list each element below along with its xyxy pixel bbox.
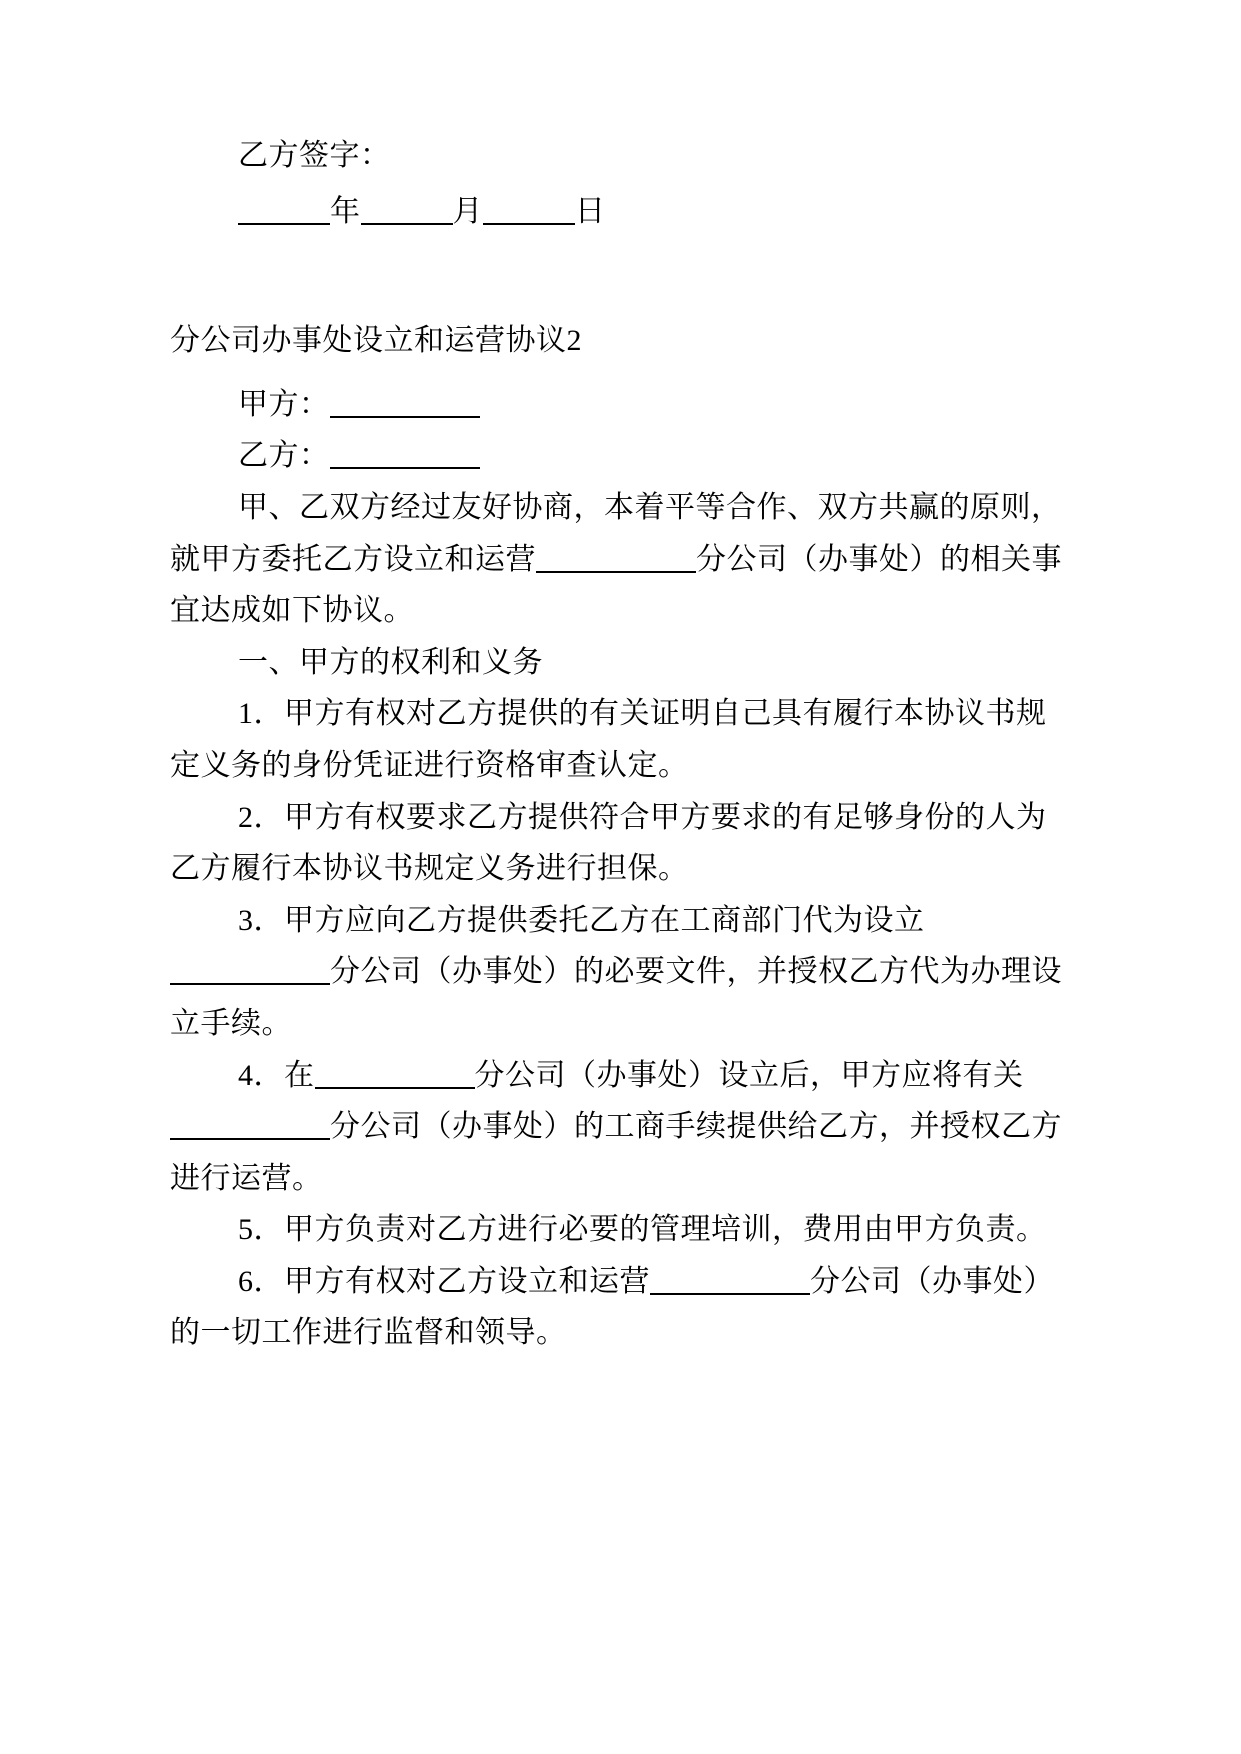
clause-6-line-1-suffix: 分公司（办事 xyxy=(810,1264,993,1298)
signature-date-line xyxy=(170,186,1071,238)
clause-6-number: 6． xyxy=(238,1264,284,1298)
clause-4-line-2-suffix: 分公司（办事处）的工商手续提供给乙方，并 xyxy=(330,1110,940,1144)
party-a-blank xyxy=(330,416,480,418)
document-body xyxy=(170,130,1071,1359)
clause-3-number: 3． xyxy=(238,903,284,937)
clause-1 xyxy=(170,688,1071,791)
party-b-signature-label: 乙方签字： xyxy=(238,139,391,172)
clause-5-number: 5． xyxy=(238,1213,284,1247)
date-day-label: 日 xyxy=(575,194,606,228)
clause-4 xyxy=(170,1050,1071,1205)
clause-6-line-2: 处）的一切工作进行监督和领导。 xyxy=(170,1264,1054,1350)
clause-4-line-3: 授权乙方进行运营。 xyxy=(170,1110,1062,1195)
clause-3-branch-blank xyxy=(170,983,330,985)
clause-4-line-2-prefix: 关 xyxy=(993,1058,1024,1092)
clause-3 xyxy=(170,895,1071,1050)
clause-1-text: 甲方有权对乙方提供的有关证明自己具有履行本协议书规定义务的身份凭证进行资格审查认定。 xyxy=(170,697,1047,782)
clause-2-text: 甲方有权要求乙方提供符合甲方要求的有足够身份的人为乙方履行本协议书规定义务进行担保。 xyxy=(170,800,1047,886)
clause-2 xyxy=(170,792,1071,895)
clause-5-text: 甲方负责对乙方进行必要的管理培训，费用由甲方负责。 xyxy=(284,1213,1047,1247)
clause-5 xyxy=(170,1204,1071,1256)
clause-1-number: 1． xyxy=(238,697,284,731)
preamble-line-2-prefix: 原则，就甲方委托乙方设立和运营 xyxy=(170,490,1062,576)
section-title: 分公司办事处设立和运营协议2 xyxy=(170,324,582,358)
party-a-field xyxy=(170,379,1071,431)
preamble-line-1: 甲、乙双方经过友好协商，本着平等合作、双方共赢的 xyxy=(238,490,970,524)
party-b-field xyxy=(170,430,1071,482)
party-b-blank xyxy=(330,467,480,469)
clause-4-number: 4． xyxy=(238,1058,284,1092)
party-a-label: 甲方： xyxy=(238,387,330,421)
preamble-paragraph xyxy=(170,482,1071,637)
party-b-signature-line xyxy=(170,130,1071,182)
clause-6-line-1: 甲方有权对乙方设立和运营 xyxy=(284,1264,650,1298)
date-month-label: 月 xyxy=(452,194,483,228)
clause-2-number: 2． xyxy=(238,800,284,834)
clause-4-branch-blank-2 xyxy=(170,1138,330,1140)
preamble-line-2-suffix: 分公司（办事 xyxy=(696,542,879,576)
clause-3-line-1: 甲方应向乙方提供委托乙方在工商部门代为设立 xyxy=(284,903,925,937)
date-year-label: 年 xyxy=(330,194,361,228)
clause-4-line-1-prefix: 在 xyxy=(284,1058,315,1092)
clause-3-line-3: 办理设立手续。 xyxy=(170,955,1062,1040)
party-b-label: 乙方： xyxy=(238,439,330,473)
clause-4-line-1-suffix: 分公司（办事处）设立后，甲方应将有 xyxy=(474,1058,993,1092)
clause-6 xyxy=(170,1256,1071,1359)
date-day-blank xyxy=(483,223,575,225)
preamble-line-3: 处）的相关事宜达成如下协议。 xyxy=(170,542,1062,628)
preamble-branch-blank xyxy=(536,571,696,573)
article-one-title: 一、甲方的权利和义务 xyxy=(238,645,543,679)
clause-6-branch-blank xyxy=(650,1293,810,1295)
clause-3-line-2-suffix: 分公司（办事处）的必要文件，并授权乙方代为 xyxy=(330,955,971,989)
date-year-blank xyxy=(238,223,330,225)
clause-4-branch-blank-1 xyxy=(315,1087,475,1089)
date-month-blank xyxy=(361,223,453,225)
